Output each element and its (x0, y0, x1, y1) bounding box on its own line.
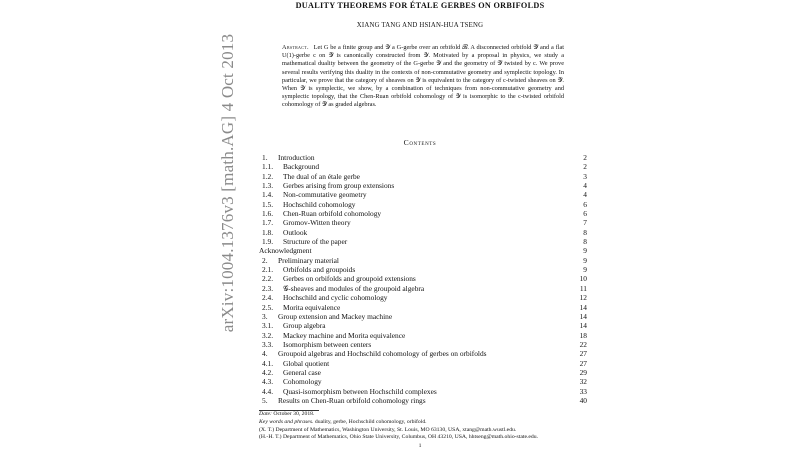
toc-entry-title: Preliminary material (278, 255, 339, 265)
date-value: October 30, 2018. (273, 411, 315, 417)
toc-entry[interactable] (259, 312, 587, 321)
toc-entry-page: 33 (579, 386, 587, 396)
toc-entry-number: 1.8. (262, 227, 274, 237)
toc-entry-title: Gerbes on orbifolds and groupoid extensions (283, 274, 416, 284)
toc-entry-page: 12 (579, 293, 587, 303)
toc-entry-number: 1.3. (262, 181, 274, 191)
toc-entry-page: 2 (583, 162, 587, 172)
toc-entry-title: Gerbes arising from group extensions (283, 181, 395, 191)
paper-title: DUALITY THEOREMS FOR ÉTALE GERBES ON ORBIFOLDS (295, 1, 545, 10)
toc-entry-number: 1.4. (262, 190, 274, 200)
toc-entry-page: 7 (583, 218, 587, 228)
toc-entry-number: 4.4. (262, 386, 274, 396)
toc-entry-title: Background (283, 162, 320, 172)
toc-entry-title: Cohomology (283, 377, 322, 387)
abstract-label: Abstract. (282, 44, 309, 51)
toc-entry-number: 5. (262, 395, 268, 405)
toc-entry-title: Global quotient (283, 358, 330, 368)
toc-entry[interactable] (259, 359, 587, 368)
toc-entry-number: 4.3. (262, 377, 274, 387)
toc-entry-title: Group extension and Mackey machine (278, 311, 393, 321)
paper-authors: XIANG TANG AND HSIAN-HUA TSENG (356, 22, 484, 29)
toc-entry-number: 1.9. (262, 237, 274, 247)
toc-entry-number: 2.2. (262, 274, 274, 284)
toc-entry-title: Structure of the paper (283, 237, 348, 247)
toc-entry[interactable] (259, 172, 587, 181)
toc-entry-page: 9 (583, 255, 587, 265)
toc-entry-title: Group algebra (283, 321, 326, 331)
abstract-text: Let G be a finite group and 𝒴 a G-gerbe over an orbifold ℬ. A disconnected orbifold 𝒴̂ and a flat U(1)-gerbe c on 𝒴̂ is canonically constructed from 𝒴. Motivated by a proposal in physics, we study a mathematical duality between the geometry of the G-gerbe 𝒴 and the geometry of 𝒴̂ twisted by c. We prove several results verifying this duality in the contexts of non-commutative geometry and symplectic topology. In particular, we prove that the category of sheaves on 𝒴 is equivalent to the category of c-twisted sheaves on 𝒴̂. When 𝒴 is symplectic, we show, by a combination of techniques from non-commutative geometry and symplectic topology, that the Chen-Ruan orbifold cohomology of 𝒴 is isomorphic to the c-twisted orbifold cohomology of 𝒴̂ as graded algebras. (282, 44, 564, 109)
toc-entry-page: 14 (579, 321, 587, 331)
toc-entry-title: Results on Chen-Ruan orbifold cohomology rings (278, 395, 426, 405)
toc-entry-title: Groupoid algebras and Hochschild cohomology of gerbes on orbifolds (278, 349, 487, 359)
footnotes (259, 411, 589, 442)
toc-entry[interactable] (259, 340, 587, 349)
toc-entry-number: 1. (262, 153, 268, 162)
toc-entry[interactable] (259, 284, 587, 293)
toc-entry-number: 2.3. (262, 283, 274, 293)
toc-entry[interactable] (259, 349, 587, 358)
toc-entry-number: 4.1. (262, 358, 274, 368)
abstract (282, 44, 564, 110)
toc-entry[interactable] (259, 331, 587, 340)
toc-entry[interactable] (259, 181, 587, 190)
toc-entry-title: Acknowledgment (259, 246, 312, 256)
toc-entry-page: 8 (583, 237, 587, 247)
toc-entry-title: 𝒢-sheaves and modules of the groupoid algebra (283, 283, 425, 293)
toc-entry-number: 2.5. (262, 302, 274, 312)
arxiv-identifier: arXiv:1004.1376v3 [math.AG] 4 Oct 2013 (218, 33, 237, 333)
toc-entry-number: 2.4. (262, 293, 274, 303)
toc-entry-page: 4 (583, 181, 587, 191)
toc-entry-page: 8 (583, 227, 587, 237)
toc-entry-page: 9 (583, 246, 587, 256)
toc-entry-number: 1.7. (262, 218, 274, 228)
toc-entry-title: Introduction (278, 153, 315, 162)
toc-entry[interactable] (259, 228, 587, 237)
toc-entry-number: 2.1. (262, 265, 274, 275)
toc-entry-number: 3.3. (262, 339, 274, 349)
footnote-keywords (259, 419, 589, 427)
keywords-label: Key words and phrases. (259, 418, 314, 425)
toc-entry-number: 1.2. (262, 171, 274, 181)
toc-entry-number: 1.5. (262, 199, 274, 209)
toc-entry-title: Non-commutative geometry (283, 190, 367, 200)
toc-entry[interactable] (259, 387, 587, 396)
toc-entry-title: Mackey machine and Morita equivalence (283, 330, 406, 340)
toc-entry-title: Morita equivalence (283, 302, 341, 312)
toc-entry[interactable] (259, 218, 587, 227)
toc-entry-page: 9 (583, 265, 587, 275)
toc-entry[interactable] (259, 246, 587, 255)
footnote-affiliation-2: (H.-H. T.) Department of Mathematics, Ohio State University, Columbus, OH 43210, USA, hhtseng@math.ohio-state.edu. (259, 434, 539, 441)
toc-entry[interactable] (259, 396, 587, 405)
toc-entry-page: 10 (579, 274, 587, 284)
toc-entry[interactable] (259, 265, 587, 274)
toc-entry-number: 3.2. (262, 330, 274, 340)
toc-entry-title: Isomorphism between centers (283, 339, 372, 349)
toc-entry-page: 40 (579, 395, 587, 405)
toc-entry-page: 14 (579, 302, 587, 312)
toc-entry[interactable] (259, 190, 587, 199)
toc-entry-page: 6 (583, 199, 587, 209)
toc-entry[interactable] (259, 200, 587, 209)
keywords-value: duality, gerbe, Hochschild cohomology, orbifold. (314, 418, 427, 425)
toc-entry-page: 29 (579, 367, 587, 377)
toc-entry-page: 22 (579, 339, 587, 349)
toc-entry-page: 3 (583, 171, 587, 181)
toc-entry-number: 1.6. (262, 209, 274, 219)
toc-entry-title: The dual of an étale gerbe (283, 171, 360, 181)
toc-entry-title: Chen-Ruan orbifold cohomology (283, 209, 382, 219)
toc-entry[interactable] (259, 274, 587, 283)
toc-entry-page: 32 (579, 377, 587, 387)
toc-entry[interactable] (259, 368, 587, 377)
toc-entry-number: 3.1. (262, 321, 274, 331)
toc-entry-page: 18 (579, 330, 587, 340)
toc-entry[interactable] (259, 237, 587, 246)
toc-entry-title: Hochschild and cyclic cohomology (283, 293, 388, 303)
date-label: Date: (259, 411, 272, 417)
toc-entry[interactable] (259, 377, 587, 386)
toc-entry-page: 27 (579, 358, 587, 368)
toc-entry-page: 27 (579, 349, 587, 359)
toc-entry[interactable] (259, 321, 587, 330)
toc-entry-title: Hochschild cohomology (283, 199, 356, 209)
toc-entry-title: Outlook (283, 227, 308, 237)
contents-heading: Contents (403, 138, 437, 147)
toc-entry-title: Orbifolds and groupoids (283, 265, 356, 275)
toc-entry-title: Quasi-isomorphism between Hochschild complexes (283, 386, 437, 396)
toc-entry-title: Gromov-Witten theory (283, 218, 351, 228)
toc-entry-number: 4.2. (262, 367, 274, 377)
toc-entry[interactable] (259, 256, 587, 265)
toc-entry-number: 1.1. (262, 162, 274, 172)
toc-entry-page: 11 (579, 283, 587, 293)
toc-entry[interactable] (259, 209, 587, 218)
toc-entry-title: General case (283, 367, 321, 377)
toc-entry-page: 2 (583, 153, 587, 162)
toc-entry-page: 14 (579, 311, 587, 321)
toc-entry[interactable] (259, 153, 587, 162)
toc-entry-number: 3. (262, 311, 268, 321)
toc-entry[interactable] (259, 303, 587, 312)
page-number: 1 (418, 443, 422, 449)
toc-entry[interactable] (259, 162, 587, 171)
table-of-contents (259, 153, 587, 405)
toc-entry-page: 6 (583, 209, 587, 219)
toc-entry-number: 2. (262, 255, 268, 265)
toc-entry-number: 4. (262, 349, 268, 359)
footnote-date (259, 411, 589, 419)
toc-entry[interactable] (259, 293, 587, 302)
toc-entry-page: 4 (583, 190, 587, 200)
footnote-affiliation-1: (X. T.) Department of Mathematics, Washington University, St. Louis, MO 63130, USA, xtang@math.wustl.edu. (259, 426, 517, 433)
